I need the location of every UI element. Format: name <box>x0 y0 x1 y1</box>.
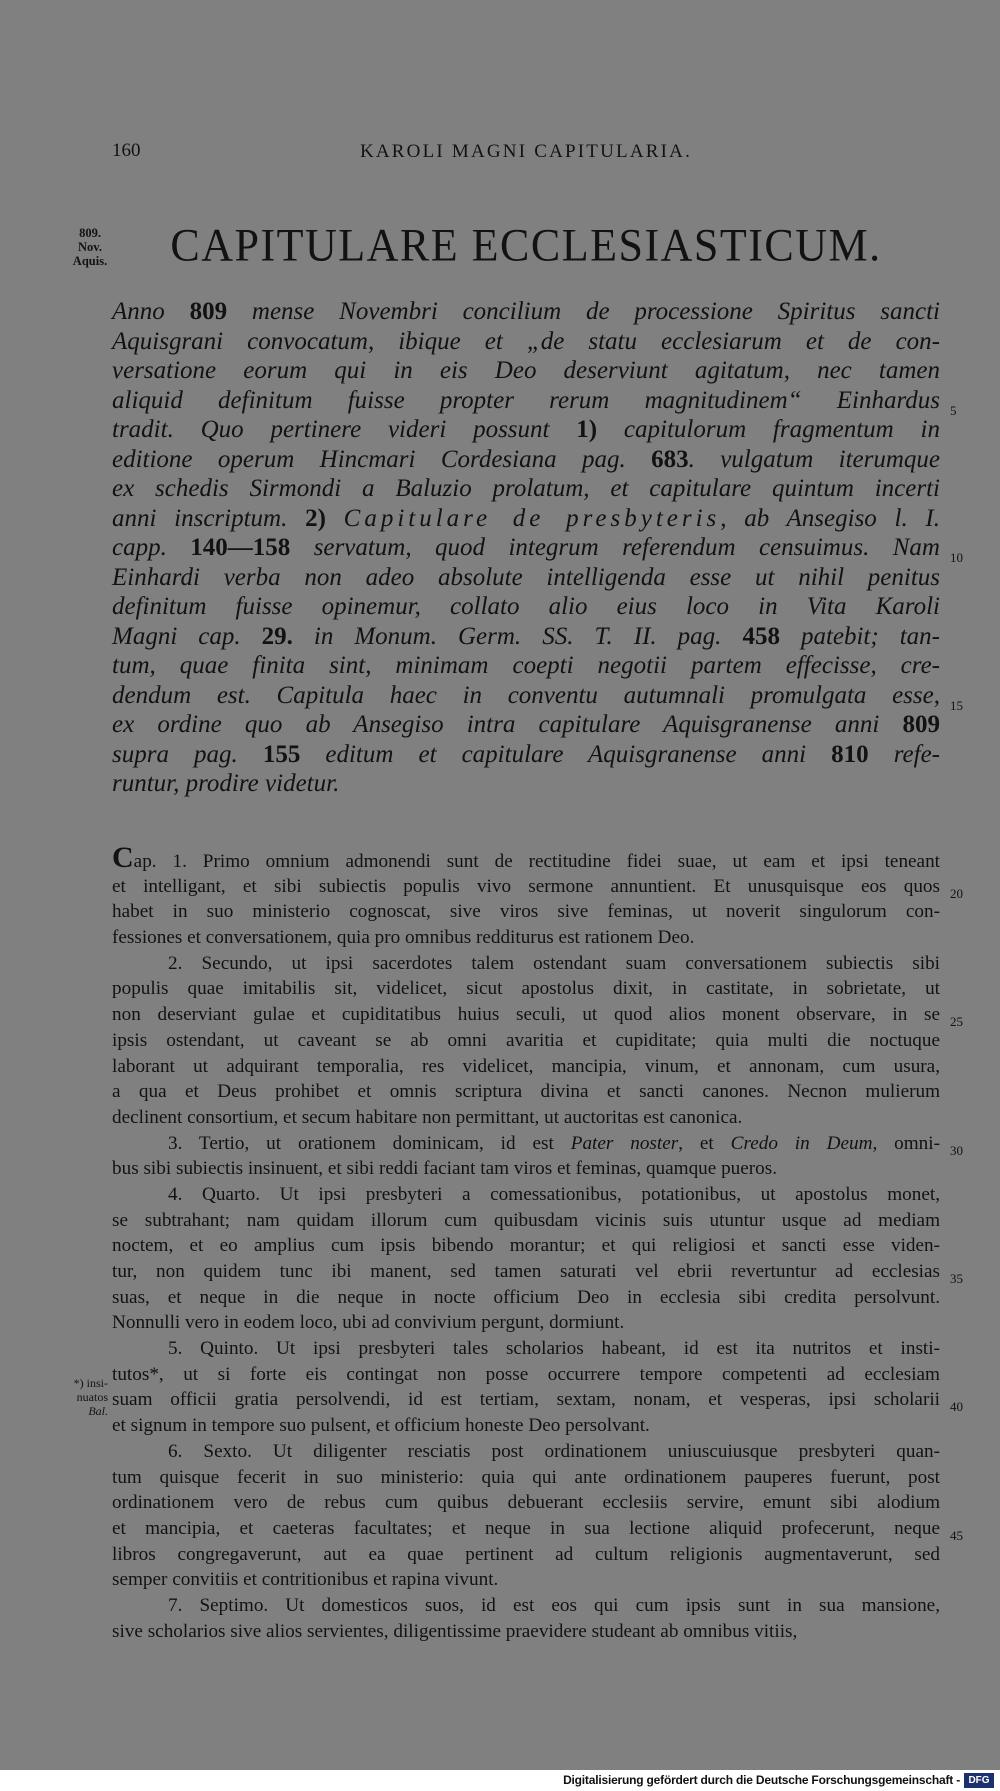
text-span <box>326 505 344 532</box>
text-span: et mancipia, et caeteras facultates; et neque in sua lectione aliquid profecerunt, neque <box>112 1517 940 1539</box>
drop-cap: C <box>112 841 134 874</box>
line-number: 10 <box>950 550 963 565</box>
text-span: refe- <box>868 740 940 768</box>
text-line <box>112 1619 940 1645</box>
text-span: et intelligant, et sibi subiectis populis vivo sermone annuntient. Et unusquisque eos quos <box>112 875 940 897</box>
text-span: editione operum Hincmari Cordesiana pag. <box>112 445 652 473</box>
text-span: habet in suo ministerio cognoscat, sive viros sive feminas, ut noverit singulorum con- <box>112 901 940 923</box>
introduction-paragraph <box>112 297 963 799</box>
text-line <box>112 710 940 740</box>
running-title: KAROLI MAGNI CAPITULARIA. <box>359 141 693 162</box>
text-span: supra pag. <box>112 740 263 768</box>
text-span: 2. Secundo, ut ipsi sacerdotes talem ostendant suam conversationem subiectis sibi <box>168 952 940 974</box>
line-number: 40 <box>950 1399 963 1415</box>
text-span: 3. Tertio, ut orationem dominicam, id est <box>168 1132 571 1154</box>
text-span: se subtrahant; nam quidam illorum cum quibusdam vicinis suis utuntur usque ad mediam <box>112 1209 940 1231</box>
text-line <box>112 1054 940 1080</box>
text-span: . vulgatum iterumque <box>688 445 940 473</box>
margin-footnote-line: *) insi- <box>73 1376 108 1390</box>
text-line <box>112 1593 940 1619</box>
text-span: libros congregaverunt, aut ea quae pertinent ad cultum religionis augmentaverunt, sed <box>112 1543 940 1565</box>
text-span: Aquisgrani convocatum, ibique et „de statu ecclesiarum et de con- <box>112 327 940 355</box>
text-span: laborant ut adquirant temporalia, res videlicet, mancipia, vinum, et annonam, cum usura, <box>112 1055 940 1077</box>
text-span: fessiones et conversationem, quia pro omnibus redditurus est rationem Deo. <box>112 927 695 949</box>
text-line <box>112 841 940 874</box>
italic-phrase: Credo in Deum <box>730 1132 873 1154</box>
text-line <box>112 651 940 681</box>
numeral: 683 <box>651 445 689 473</box>
text-span: servatum, quod integrum referendum censuimus. Nam <box>290 534 940 561</box>
text-span: capp. <box>112 534 191 561</box>
text-line <box>112 356 940 386</box>
text-span: tum, quae finita sint, minimam coepti negotii partem effecisse, cre- <box>112 652 940 679</box>
text-line <box>112 1156 940 1182</box>
text-span: patebit; tan- <box>779 622 940 650</box>
text-line <box>112 474 940 504</box>
dfg-logo-icon[interactable]: DFG <box>964 1773 994 1788</box>
numeral: 155 <box>262 740 301 768</box>
text-span: semper convitiis et contritionibus et rapina vivunt. <box>112 1569 499 1591</box>
text-line <box>112 327 940 357</box>
text-span: a qua et Deus prohibet et omnis scriptura divina et sancti canones. Necnon mulierum <box>112 1081 940 1103</box>
text-span: ap. 1. Primo omnium admonendi sunt de rectitudine fidei suae, ut eam et ipsi teneant <box>133 851 940 872</box>
text-line <box>112 533 963 565</box>
text-span: ipsis ostendant, ut caveant se ab omni avaritia et cupiditate; quia multi die noctuque <box>112 1029 940 1051</box>
text-span: tum quisque fecerit in suo ministerio: quia qui ante ordinationem pauperes fuerunt, post <box>112 1466 940 1488</box>
numeral: 2) <box>305 504 326 532</box>
line-number: 15 <box>950 697 963 713</box>
text-span: declinent consortium, et secum habitare non permittant, ut auctoritas est canonica. <box>112 1106 743 1128</box>
text-line <box>112 386 957 418</box>
margin-footnote <box>50 1376 108 1418</box>
text-line <box>112 1465 940 1491</box>
funding-notice: Digitalisierung gefördert durch die Deutsche Forschungsgemeinschaft - <box>563 1773 960 1787</box>
text-span: anni inscriptum. <box>112 504 306 532</box>
text-span: tur, non quidem tunc ibi manent, sed tamen saturati vel ebrii revertuntur ad ecclesias <box>112 1261 940 1282</box>
text-line <box>112 681 963 713</box>
text-line <box>112 1362 940 1388</box>
line-number: 35 <box>950 1271 963 1286</box>
text-span: , omni- <box>872 1132 940 1154</box>
text-line <box>112 504 940 534</box>
text-line <box>112 1182 940 1208</box>
text-line <box>112 1259 963 1286</box>
text-line <box>112 1490 940 1516</box>
text-span: in Monum. Germ. SS. T. II. pag. <box>292 622 743 650</box>
numeral: 29. <box>261 622 293 650</box>
text-span: non deserviant gulae et cupiditatibus huius seculi, ut quod alios monent observare, in se <box>112 1004 940 1026</box>
text-span: editum et capitulare Aquisgranense anni <box>300 740 832 768</box>
text-span: 7. Septimo. Ut domesticos suos, id est eos qui cum ipsis sunt in sua mansione, <box>168 1594 940 1616</box>
digitization-footer <box>0 1770 1000 1791</box>
page-number: 160 <box>112 140 141 161</box>
text-span: aliquid definitum fuisse propter rerum magnitudinem“ Einhardus <box>112 386 940 414</box>
line-number: 25 <box>950 1014 963 1030</box>
text-span: populis quae imitabilis sit, videlicet, sicut apostolus dixit, in castitate, in sobrietate, ut <box>112 978 940 1000</box>
text-line <box>112 1208 940 1234</box>
text-span: suam officii gratia persolvendi, id est tertiam, sextam, nonam, et vesperas, ipsi scholarii <box>112 1389 940 1411</box>
line-number: 45 <box>950 1527 963 1543</box>
text-line <box>112 899 940 925</box>
text-span: tradit. Quo pertinere videri possunt <box>112 416 577 443</box>
text-line <box>112 1439 940 1465</box>
text-line <box>112 1516 963 1543</box>
text-span: ordinationem vero de rebus cum quibus debuerant ecclesiis servire, emunt sibi alodium <box>112 1492 940 1514</box>
numeral: 809 <box>189 298 228 325</box>
text-span: mense Novembri concilium de processione Spiritus sancti <box>227 298 940 325</box>
chapter-text <box>112 841 963 1644</box>
text-line <box>112 1105 940 1131</box>
margin-date-year: 809. <box>79 226 101 240</box>
text-line <box>112 445 940 475</box>
text-span: , ab Ansegiso l. I. <box>720 504 941 532</box>
text-span: ex schedis Sirmondi a Baluzio prolatum, et capitulare quintum incerti <box>112 475 940 502</box>
text-span: bus sibi subiectis insinuent, et sibi reddi faciant tam viros et feminas, quamque pueros. <box>112 1158 778 1180</box>
text-line <box>112 976 940 1002</box>
document-title: CAPITULARE ECCLESIASTICUM. <box>170 219 882 272</box>
text-span: runtur, prodire videtur. <box>112 770 340 797</box>
text-span: Magni cap. <box>112 622 262 650</box>
text-span: et signum in tempore suo pulsent, et officium honeste Deo persolvant. <box>112 1415 650 1437</box>
text-line <box>112 1387 963 1415</box>
text-line <box>112 1310 940 1336</box>
text-line <box>112 1336 940 1362</box>
text-line <box>112 925 940 951</box>
text-line <box>112 1567 940 1593</box>
margin-footnote-line: nuatos <box>76 1390 108 1404</box>
text-line <box>112 1233 940 1259</box>
text-line <box>112 592 940 622</box>
text-span: ex ordine quo ab Ansegiso intra capitulare Aquisgranense anni <box>112 711 903 738</box>
text-line <box>112 415 940 445</box>
line-number: 20 <box>950 885 963 901</box>
numeral: 1) <box>576 416 598 443</box>
text-span: suas, et neque in die neque in nocte officium Deo in ecclesia sibi credita persolvunt. <box>112 1286 940 1308</box>
text-span: versatione eorum qui in eis Deo deserviunt agitatum, nec tamen <box>112 357 940 384</box>
text-span: noctem, et eo amplius cum ipsis bibendo morantur; et qui religiosi et sancti esse viden- <box>112 1235 940 1257</box>
text-line <box>112 297 940 327</box>
text-line <box>112 740 940 770</box>
text-span: definitum fuisse opinemur, collato alio eius loco in Vita Karoli <box>112 593 940 620</box>
text-line <box>112 769 940 799</box>
numeral: 140—158 <box>190 534 291 561</box>
text-span: tutos*, ut si forte eis contingat non posse occurrere tempore competenti ad ecclesiam <box>112 1363 940 1385</box>
text-span: sive scholarios sive alios servientes, diligentissime praevidere studeant ab omnibus vitiis, <box>112 1620 798 1642</box>
margin-date-place: Aquis. <box>72 254 108 268</box>
text-line <box>112 1285 940 1311</box>
text-line <box>112 1002 963 1030</box>
italic-phrase: Pater noster <box>570 1132 679 1154</box>
numeral: 458 <box>742 622 780 650</box>
text-span: 5. Quinto. Ut ipsi presbyteri tales scholarios habeant, id est ita nutritos et insti- <box>168 1338 940 1360</box>
text-span: 6. Sexto. Ut diligenter resciatis post ordinationem uniuscuiusque presbyteri quan- <box>168 1440 940 1462</box>
text-span: Anno <box>112 298 190 325</box>
text-line <box>112 1542 940 1568</box>
text-line <box>112 1131 963 1158</box>
text-line <box>112 874 963 901</box>
text-span: , et <box>678 1132 731 1154</box>
margin-footnote-source: Bal. <box>88 1404 108 1418</box>
numeral: 809 <box>902 711 940 738</box>
line-number: 5 <box>950 402 957 418</box>
margin-date-month: Nov. <box>78 240 102 254</box>
text-line <box>112 1028 940 1054</box>
text-line <box>112 563 940 593</box>
text-line <box>112 951 940 977</box>
text-line <box>112 1079 940 1105</box>
text-span: capitulorum fragmentum in <box>597 416 940 443</box>
text-span: dendum est. Capitula haec in conventu autumnali promulgata esse, <box>112 681 940 709</box>
text-line <box>112 1413 940 1439</box>
text-line <box>112 622 940 652</box>
text-span: Capitulare de presbyteris <box>343 504 721 532</box>
text-span: Einhardi verba non adeo absolute intelligenda esse ut nihil penitus <box>112 563 940 591</box>
line-number: 30 <box>950 1142 963 1158</box>
text-span: 4. Quarto. Ut ipsi presbyteri a comessationibus, potationibus, ut apostolus monet, <box>168 1183 940 1205</box>
running-head <box>112 140 940 166</box>
numeral: 810 <box>831 740 869 768</box>
text-span: Nonnulli vero in eodem loco, ubi ad convivium pergunt, dormiunt. <box>112 1312 625 1334</box>
